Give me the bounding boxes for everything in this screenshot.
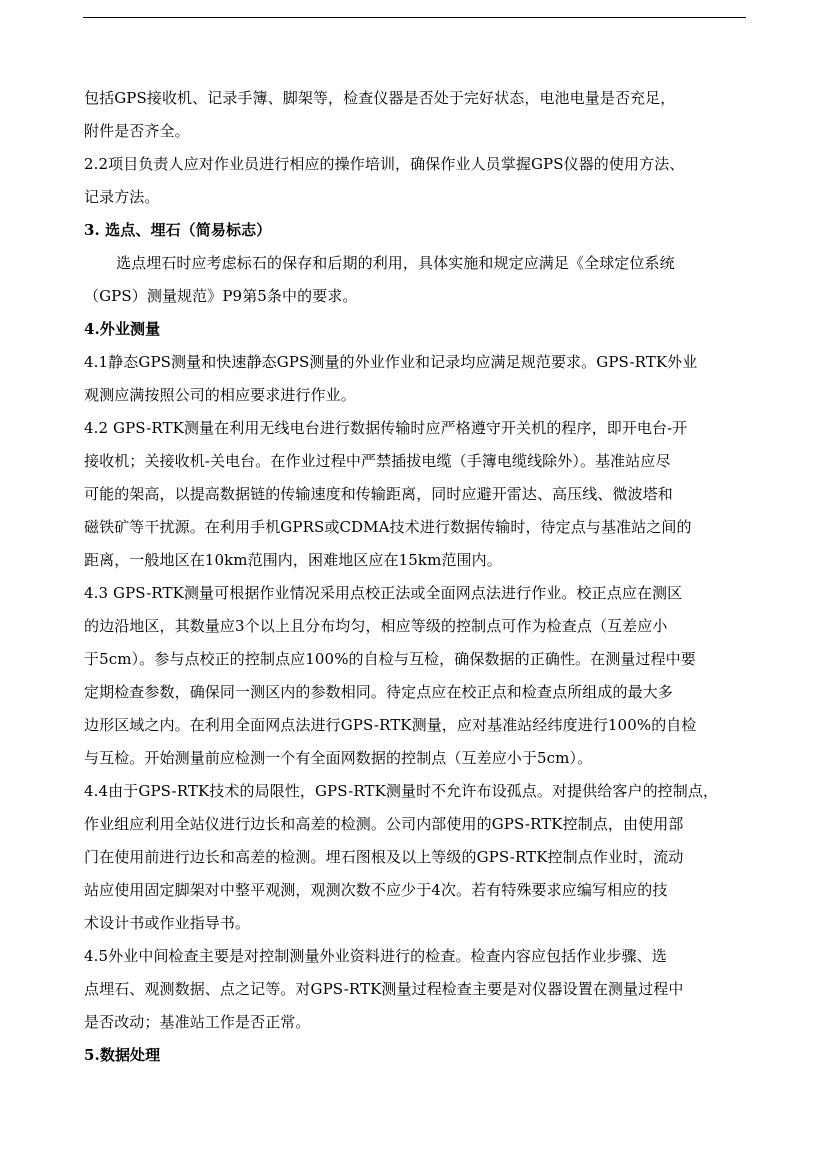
text-line: 附件是否齐全。 xyxy=(84,122,190,140)
text-line: 站应使用固定脚架对中整平观测，观测次数不应少于4次。若有特殊要求应编写相应的技 xyxy=(84,881,668,899)
text-line: 作业组应利用全站仪进行边长和高差的检测。公司内部使用的GPS-RTK控制点，由使用部 xyxy=(84,815,684,833)
text-line: 边形区域之内。在利用全面网点法进行GPS-RTK测量，应对基准站经纬度进行100%的自检 xyxy=(84,716,697,734)
text-line: 4.4由于GPS-RTK技术的局限性，GPS-RTK测量时不允许布设孤点。对提供给客户的控制点， xyxy=(84,782,719,800)
text-line: 记录方法。 xyxy=(84,188,160,206)
text-line: 4.2 GPS-RTK测量在利用无线电台进行数据传输时应严格遵守开关机的程序，即开电台-开 xyxy=(84,419,688,437)
text-line: 观测应满按照公司的相应要求进行作业。 xyxy=(84,386,356,404)
section-heading: 4.外业测量 xyxy=(84,320,161,338)
text-line: 距离，一般地区在10km范围内，困难地区应在15km范围内。 xyxy=(84,551,502,569)
text-line: 是否改动；基准站工作是否正常。 xyxy=(84,1013,311,1031)
text-line: 包括GPS接收机、记录手簿、脚架等，检查仪器是否处于完好状态，电池电量是否充足， xyxy=(84,89,676,107)
text-line: 定期检查参数，确保同一测区内的参数相同。待定点应在校正点和检查点所组成的最大多 xyxy=(84,683,673,701)
text-line: 磁铁矿等干扰源。在利用手机GPRS或CDMA技术进行数据传输时，待定点与基准站之间的 xyxy=(84,518,692,536)
section-heading: 3. 选点、埋石（简易标志） xyxy=(84,221,272,239)
text-line: 点埋石、观测数据、点之记等。对GPS-RTK测量过程检查主要是对仪器设置在测量过程中 xyxy=(84,980,684,998)
text-line: 可能的架高，以提高数据链的传输速度和传输距离，同时应避开雷达、高压线、微波塔和 xyxy=(84,485,673,503)
text-line: （GPS）测量规范》P9第5条中的要求。 xyxy=(84,287,358,305)
text-line: 4.3 GPS-RTK测量可根据作业情况采用点校正法或全面网点法进行作业。校正点应在测区 xyxy=(84,584,683,602)
text-line: 与互检。开始测量前应检测一个有全面网数据的控制点（互差应小于5cm）。 xyxy=(84,749,593,767)
header-rule xyxy=(83,17,746,18)
text-line: 于5cm）。参与点校正的控制点应100%的自检与互检，确保数据的正确性。在测量过程中要 xyxy=(84,650,696,668)
section-heading: 5.数据处理 xyxy=(84,1046,161,1064)
text-line: 选点埋石时应考虑标石的保存和后期的利用，具体实施和规定应满足《全球定位系统 xyxy=(116,254,675,272)
text-line: 接收机；关接收机-关电台。在作业过程中严禁插拔电缆（手簿电缆线除外）。基准站应尽 xyxy=(84,452,671,470)
document-body xyxy=(84,82,754,1072)
text-line: 的边沿地区，其数量应3个以上且分布均匀，相应等级的控制点可作为检查点（互差应小 xyxy=(84,617,668,635)
text-line: 4.5外业中间检查主要是对控制测量外业资料进行的检查。检查内容应包括作业步骤、选 xyxy=(84,947,667,965)
text-line: 4.1静态GPS测量和快速静态GPS测量的外业作业和记录均应满足规范要求。GPS-RTK外业 xyxy=(84,353,698,371)
text-line: 门在使用前进行边长和高差的检测。埋石图根及以上等级的GPS-RTK控制点作业时，流动 xyxy=(84,848,684,866)
text-line: 2.2项目负责人应对作业员进行相应的操作培训，确保作业人员掌握GPS仪器的使用方法、 xyxy=(84,155,685,173)
text-line: 术设计书或作业指导书。 xyxy=(84,914,251,932)
